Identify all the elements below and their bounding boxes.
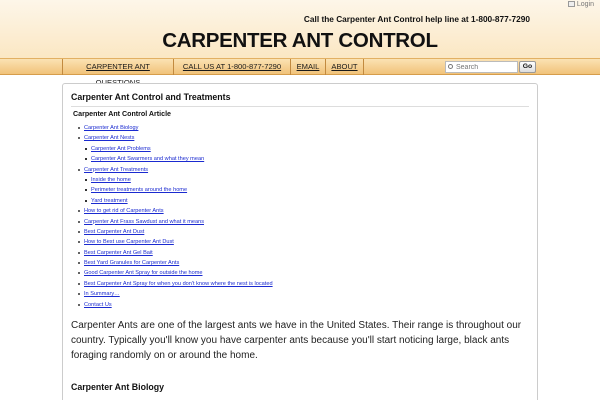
site-header (0, 0, 600, 58)
toc-item (73, 196, 523, 206)
search-icon (448, 64, 453, 69)
toc-title: Carpenter Ant Control Article (73, 110, 172, 118)
helpline-text: Call the Carpenter Ant Control help line at 1-800-877-7290 (303, 14, 530, 24)
toc-item (73, 185, 523, 195)
toc-link[interactable]: Contact Us (84, 301, 112, 308)
toc-link[interactable]: Carpenter Ant Nests (84, 135, 135, 142)
search-input[interactable] (445, 61, 518, 73)
toc-item (73, 237, 523, 247)
toc-item (73, 289, 523, 299)
toc-link[interactable]: How to get rid of Carpenter Ants (84, 208, 164, 215)
toc-link[interactable]: Best Carpenter Ant Dust (84, 228, 145, 235)
toc-item (73, 206, 523, 216)
nav-carpenter-ant-questions[interactable]: CARPENTER ANT (62, 59, 174, 75)
toc-item (73, 217, 523, 227)
toc-item (73, 154, 523, 164)
nav-email[interactable]: EMAIL (291, 59, 326, 75)
intro-paragraph: Carpenter Ants are one of the largest ants we have in the United States. Their range is throughout our country. Typically you'll know you have carpenter ants because you'll start noticing large, black ants foraging randomly on or around the home. (71, 320, 522, 361)
toc-link[interactable]: Good Carpenter Ant Spray for outside the home (84, 270, 203, 277)
toc-link[interactable]: Carpenter Ant Treatments (84, 166, 149, 173)
toc-link[interactable]: Carpenter Ant Swarmers and what they mean (91, 156, 205, 163)
search-go-button[interactable]: Go (519, 61, 536, 73)
toc-item (73, 279, 523, 289)
login-icon (568, 1, 575, 7)
toc-item (73, 300, 523, 310)
toc-link[interactable]: Inside the home (91, 176, 131, 183)
heading-divider (71, 106, 529, 107)
toc-item (73, 133, 523, 143)
toc-item (73, 227, 523, 237)
toc-item (73, 144, 523, 154)
toc-link[interactable]: Best Carpenter Ant Gel Bait (84, 249, 153, 256)
main-nav (0, 58, 600, 75)
nav-call-us[interactable]: CALL US AT 1-800-877-7290 (174, 59, 291, 75)
table-of-contents (73, 121, 523, 310)
toc-item (73, 123, 523, 133)
toc-item (73, 268, 523, 278)
toc-item (73, 175, 523, 185)
nav-about[interactable]: ABOUT (326, 59, 364, 75)
toc-link[interactable]: Carpenter Ant Frass Sawdust and what it means (84, 218, 205, 225)
toc-link[interactable]: Carpenter Ant Problems (91, 145, 151, 152)
toc-link[interactable]: How to Best use Carpenter Ant Dust (84, 239, 174, 246)
toc-item (73, 258, 523, 268)
toc-link[interactable]: Best Yard Granules for Carpenter Ants (84, 260, 180, 267)
content-panel (62, 83, 538, 400)
page-title: Carpenter Ant Control and Treatments (71, 92, 231, 102)
section-heading: Carpenter Ant Biology (71, 382, 165, 392)
toc-link[interactable]: In Summary… (84, 291, 120, 298)
toc-item (73, 248, 523, 258)
login-link[interactable]: Login (568, 1, 594, 8)
toc-link[interactable]: Best Carpenter Ant Spray for when you don't know where the nest is located (84, 280, 273, 287)
toc-link[interactable]: Perimeter treatments around the home (91, 187, 188, 194)
toc-item (73, 165, 523, 175)
toc-link[interactable]: Carpenter Ant Biology (84, 125, 139, 131)
site-title[interactable]: CARPENTER ANT CONTROL (162, 29, 438, 52)
toc-link[interactable]: Yard treatment (91, 197, 128, 204)
